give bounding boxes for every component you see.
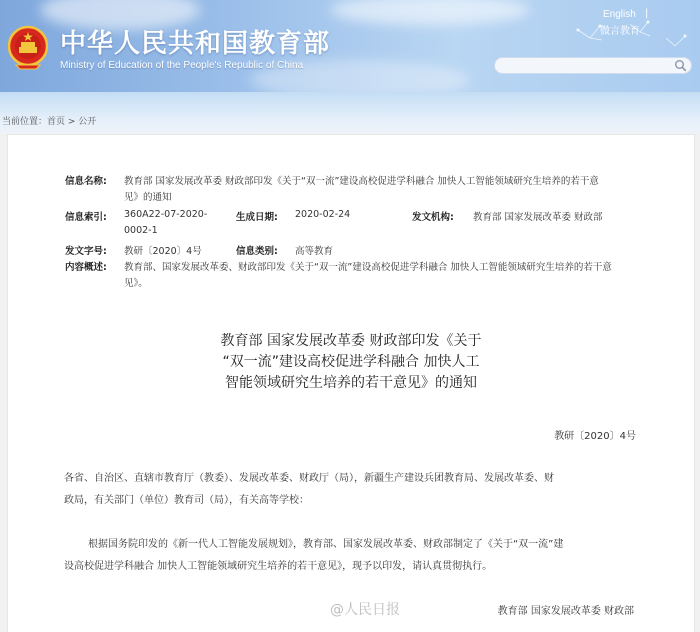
breadcrumb [2, 114, 96, 127]
body-paragraph-line: 根据国务院印发的《新一代人工智能发展规划》，教育部、国家发展改革委、财政部制定了《关于“双一流”建 [88, 539, 564, 550]
breadcrumb-strip [0, 92, 700, 134]
breadcrumb-separator: > [65, 117, 79, 127]
meta-docno-label: 发文字号: [65, 246, 107, 257]
meta-index-value-cont: 0002-1 [124, 225, 158, 236]
search-input[interactable] [494, 57, 692, 74]
addressee-line: 政局，有关部门（单位）教育司（局），有关高等学校： [64, 495, 309, 506]
meta-index-label: 信息索引: [65, 212, 107, 223]
document-title-line: 智能领域研究生培养的若干意见》的通知 [225, 375, 477, 391]
article-content [7, 134, 695, 632]
breadcrumb-home-link[interactable]: 首页 [47, 117, 66, 127]
meta-summary-value: 教育部、国家发展改革委、财政部印发《关于“双一流”建设高校促进学科融合 加快人工智能领域研究生培养的若干意 [124, 262, 612, 273]
meta-date-label: 生成日期: [236, 212, 278, 223]
meta-summary-label: 内容概述: [65, 262, 107, 273]
meta-index-value: 360A22-07-2020- [124, 209, 208, 220]
addressee-line: 各省、自治区、直辖市教育厅（教委）、发展改革委、财政厅（局），新疆生产建设兵团教育局、发展改革委、财 [64, 473, 554, 484]
breadcrumb-prefix: 当前位置： [2, 117, 48, 127]
national-emblem-icon[interactable] [8, 25, 48, 71]
meta-issuer-label: 发文机构: [412, 212, 454, 223]
weibo-link[interactable]: 微言教育 [600, 26, 640, 37]
meta-category-label: 信息类别: [236, 246, 278, 257]
document-number: 教研〔2020〕4号 [554, 431, 636, 442]
meta-date-value: 2020-02-24 [295, 209, 351, 220]
site-title[interactable]: 中华人民共和国教育部 [60, 29, 331, 59]
body-paragraph-line: 设高校促进学科融合 加快人工智能领域研究生培养的若干意见》，现予以印发，请认真贯彻执行。 [64, 561, 493, 572]
document-title-line: “双一流”建设高校促进学科融合 加快人工 [222, 354, 480, 370]
meta-category-value: 高等教育 [295, 246, 334, 257]
meta-issuer-value: 教育部 国家发展改革委 财政部 [473, 212, 603, 223]
site-subtitle: Ministry of Education of the People's Republic of China [60, 60, 304, 71]
signature: 教育部 国家发展改革委 财政部 [497, 606, 634, 617]
site-header [0, 0, 700, 92]
breadcrumb-current-link[interactable]: 公开 [78, 117, 97, 127]
meta-name-label: 信息名称: [65, 176, 107, 187]
meta-name-value: 教育部 国家发展改革委 财政部印发《关于“双一流”建设高校促进学科融合 加快人工智能领域研究生培养的若干意 [124, 176, 599, 187]
document-title-line: 教育部 国家发展改革委 财政部印发《关于 [220, 333, 482, 349]
header-cloud [330, 0, 530, 25]
english-link[interactable]: English [603, 9, 636, 20]
meta-docno-value: 教研〔2020〕4号 [124, 246, 202, 257]
meta-name-value-cont: 见》的通知 [124, 192, 172, 203]
lang-separator: | [645, 8, 649, 19]
search-icon[interactable] [674, 59, 687, 72]
watermark: @人民日报 [330, 602, 400, 618]
meta-summary-value-cont: 见》。 [124, 278, 148, 289]
